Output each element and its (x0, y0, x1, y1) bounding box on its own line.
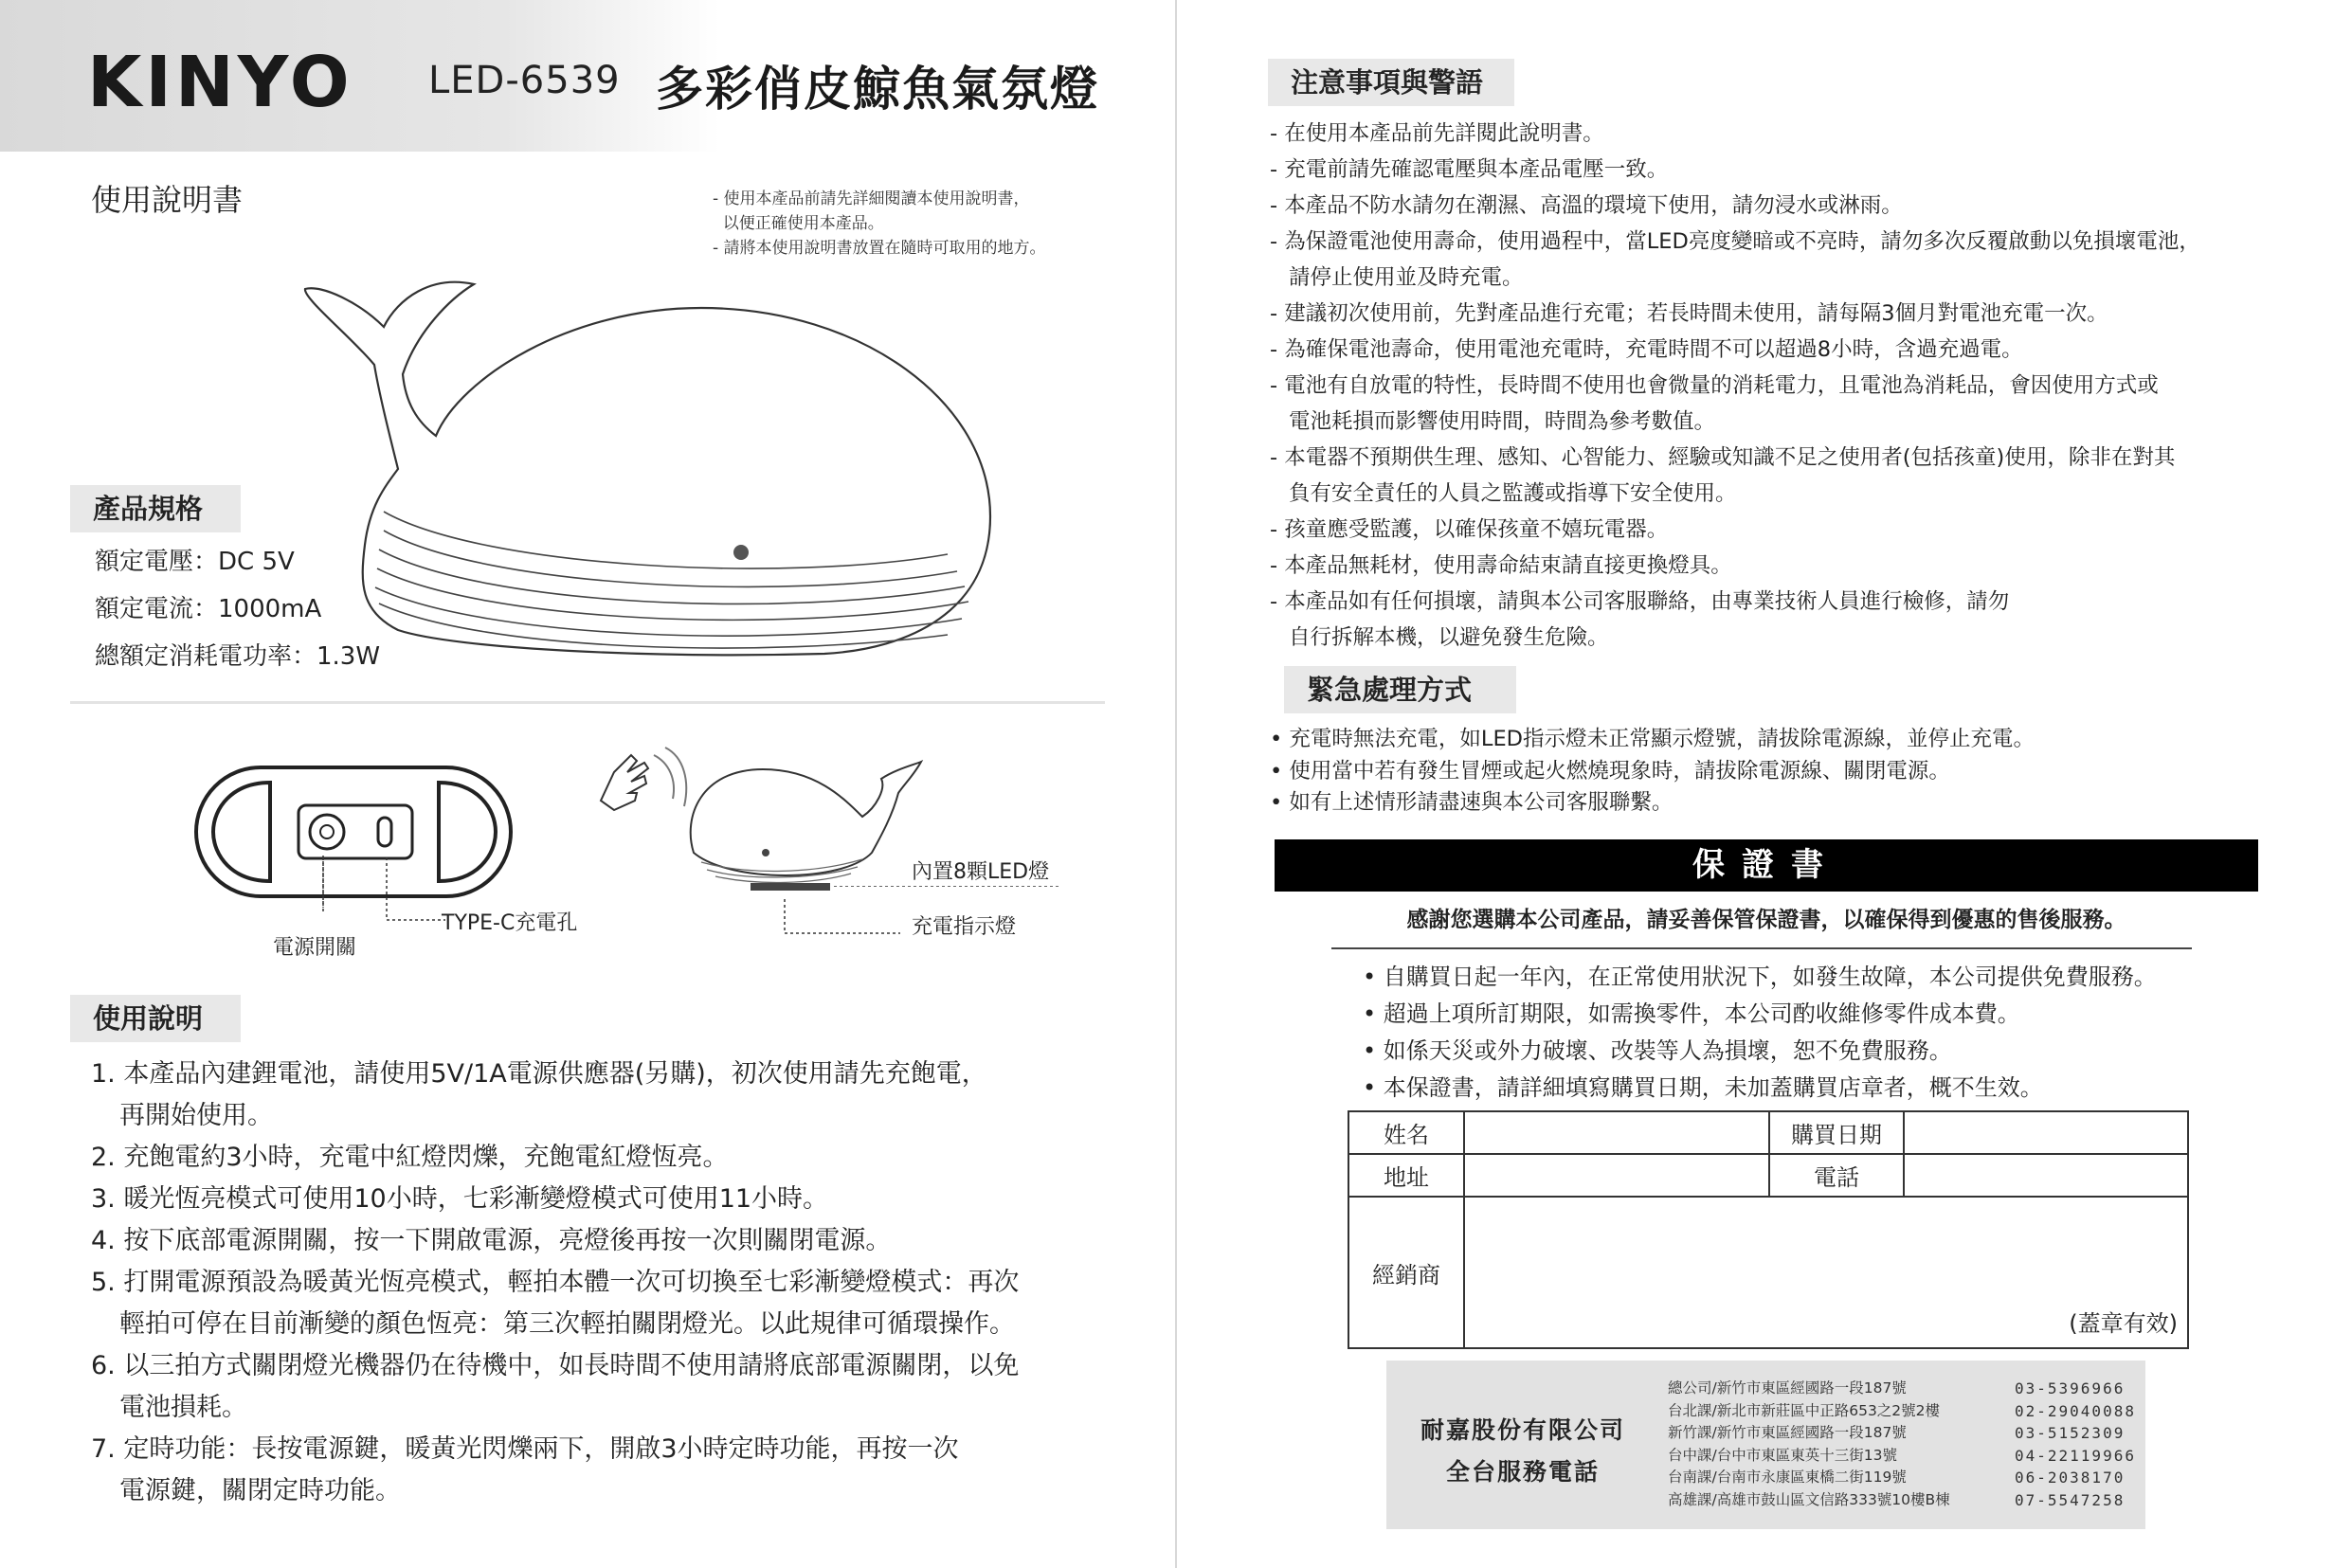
form-label-address: 地址 (1348, 1154, 1464, 1197)
guarantee-thanks: 感謝您選購本公司產品，請妥善保管保證書，以確保得到優惠的售後服務。 (1406, 908, 2126, 932)
service-branches (1668, 1378, 1950, 1511)
branch-address: 台北課/新北市新莊區中正路653之2號2樓 (1668, 1401, 1941, 1419)
manual-title: 使用說明書 (91, 182, 244, 218)
guarantee-term: • 自購買日起一年內，在正常使用狀況下，如發生故障，本公司提供免費服務。 (1363, 964, 2157, 990)
branch-phone: 03-5152309 (2015, 1424, 2126, 1442)
warnings-heading: 注意事項與警語 (1268, 59, 1514, 106)
warning-item: - 孩童應受監護，以確保孩童不嬉玩電器。 (1270, 517, 1669, 542)
warning-item: - 為確保電池壽命，使用電池充電時，充電時間不可以超過8小時，含過充過電。 (1270, 337, 2023, 362)
branch-phone: 06-2038170 (2015, 1469, 2126, 1487)
warnings-list (1270, 116, 2322, 656)
usage-item: 2. 充飽電約3小時，充電中紅燈閃爍，充飽電紅燈恆亮。 (91, 1143, 729, 1172)
branch-phone: 04-22119966 (2015, 1446, 2136, 1465)
usage-item: 1. 本產品內建鋰電池，請使用5V/1A電源供應器(另購)，初次使用請先充飽電， (91, 1059, 987, 1089)
warning-item-cont: 電池耗損而影響使用時間，時間為參考數值。 (1289, 409, 1716, 434)
label-indicator: 充電指示燈 (912, 915, 1017, 939)
whale-illustration (294, 270, 1014, 668)
warning-item: - 充電前請先確認電壓與本產品電壓一致。 (1270, 157, 1669, 182)
emergency-item: • 如有上述情形請盡速與本公司客服聯繫。 (1270, 790, 1674, 815)
emergency-item: • 使用當中若有發生冒煙或起火燃燒現象時，請拔除電源線、關閉電源。 (1270, 758, 1950, 784)
callout-lines (313, 857, 445, 924)
emergency-list (1270, 724, 2035, 820)
warning-item-cont: 負有安全責任的人員之監護或指導下安全使用。 (1289, 481, 1737, 506)
small-whale-icon (673, 741, 938, 907)
guarantee-term: • 本保證書，請詳細填寫購買日期，未加蓋購買店章者，概不生效。 (1363, 1074, 2043, 1101)
form-field-name[interactable] (1464, 1111, 1769, 1154)
model-number: LED-6539 (428, 59, 621, 102)
label-led: 內置8顆LED燈 (912, 860, 1050, 884)
form-field-purchase-date[interactable] (1904, 1111, 2188, 1154)
branch-address: 台南課/台南市永康區東橋二街119號 (1668, 1469, 1907, 1486)
warning-item: - 本電器不預期供生理、感知、心智能力、經驗或知識不足之使用者(包括孩童)使用，除非在對其 (1270, 445, 2176, 470)
hotline-label: 全台服務電話 (1445, 1458, 1600, 1486)
company-name: 耐嘉股份有限公司 (1420, 1416, 1625, 1444)
emergency-heading: 緊急處理方式 (1284, 666, 1516, 713)
warning-item: - 建議初次使用前，先對產品進行充電；若長時間未使用，請每隔3個月對電池充電一次。 (1270, 301, 2108, 326)
usage-list (91, 1054, 1114, 1512)
note-box (713, 187, 1103, 261)
usage-item: 6. 以三拍方式關閉燈光機器仍在待機中，如長時間不使用請將底部電源關閉，以免 (91, 1351, 1020, 1380)
branch-address: 總公司/新竹市東區經國路一段187號 (1668, 1379, 1907, 1397)
page-fold (1175, 0, 1177, 1568)
form-field-address[interactable] (1464, 1154, 1769, 1197)
branch-phone: 03-5396966 (2015, 1379, 2126, 1397)
usage-item-cont: 輕拍可停在目前漸變的顏色恆亮：第三次輕拍關閉燈光。以此規律可循環操作。 (119, 1309, 1015, 1339)
form-label-name: 姓名 (1348, 1111, 1464, 1154)
label-typec: TYPE-C充電孔 (442, 911, 578, 935)
usage-heading: 使用說明 (70, 995, 241, 1042)
service-phones (2015, 1378, 2136, 1511)
form-field-phone[interactable] (1904, 1154, 2188, 1197)
usage-item: 5. 打開電源預設為暖黃光恆亮模式，輕拍本體一次可切換至七彩漸變燈模式：再次 (91, 1268, 1020, 1297)
usage-item-cont: 再開始使用。 (119, 1101, 273, 1130)
warning-item-cont: 自行拆解本機，以避免發生危險。 (1289, 625, 1609, 650)
warning-item: - 本產品如有任何損壞，請與本公司客服聯絡，由專業技術人員進行檢修，請勿 (1270, 589, 2010, 614)
branch-address: 新竹課/新竹市東區經國路一段187號 (1668, 1424, 1907, 1441)
branch-address: 台中課/台中市東區東英十三街13號 (1668, 1446, 1897, 1464)
service-company (1404, 1410, 1641, 1493)
brand-logo: KINYO (87, 42, 353, 123)
usage-item: 3. 暖光恆亮模式可使用10小時，七彩漸變燈模式可使用11小時。 (91, 1184, 829, 1214)
emergency-item: • 充電時無法充電，如LED指示燈未正常顯示燈號，請拔除電源線，並停止充電。 (1270, 727, 2035, 751)
form-label-phone: 電話 (1769, 1154, 1904, 1197)
guarantee-rule (1331, 947, 2192, 949)
specs-heading: 產品規格 (70, 485, 241, 532)
warning-item: - 為保證電池使用壽命，使用過程中，當LED亮度變暗或不亮時，請勿多次反覆啟動以免損壞電池， (1270, 229, 2200, 254)
warning-item: - 在使用本產品前先詳閱此說明書。 (1270, 121, 1604, 146)
form-label-dealer: 經銷商 (1348, 1197, 1464, 1348)
branch-phone: 02-29040088 (2015, 1401, 2136, 1420)
guarantee-form (1348, 1110, 2189, 1349)
spec-current: 額定電流：1000mA (95, 595, 322, 623)
spec-power: 總額定消耗電功率：1.3W (95, 642, 381, 671)
note-line: - 請將本使用說明書放置在隨時可取用的地方。 (713, 239, 1046, 258)
label-power-switch: 電源開關 (273, 936, 357, 960)
stamp-note: (蓋章有效) (2069, 1310, 2178, 1337)
warning-item: - 本產品不防水請勿在潮濕、高溫的環境下使用，請勿浸水或淋雨。 (1270, 193, 1903, 218)
guarantee-term: • 超過上項所訂期限，如需換零件，本公司酌收維修零件成本費。 (1363, 1000, 2020, 1027)
usage-item: 4. 按下底部電源開關，按一下開啟電源，亮燈後再按一次則關閉電源。 (91, 1226, 892, 1255)
note-line: 以便正確使用本產品。 (713, 214, 884, 233)
note-line: - 使用本產品前請先詳細閱讀本使用說明書， (713, 189, 1030, 208)
branch-phone: 07-5547258 (2015, 1490, 2126, 1509)
usage-item: 7. 定時功能：長按電源鍵，暖黃光閃爍兩下，開啟3小時定時功能，再按一次 (91, 1434, 959, 1464)
branch-address: 高雄課/高雄市鼓山區文信路333號10樓B棟 (1668, 1490, 1950, 1508)
form-field-dealer[interactable] (1464, 1197, 2188, 1348)
guarantee-title: 保證書 (1275, 839, 2258, 892)
warning-item: - 本產品無耗材，使用壽命結束請直接更換燈具。 (1270, 553, 1732, 578)
product-title: 多彩俏皮鯨魚氣氛燈 (656, 62, 1099, 117)
guarantee-terms (1363, 959, 2157, 1107)
usage-item-cont: 電源鍵，關閉定時功能。 (119, 1476, 401, 1505)
warning-item: - 電池有自放電的特性，長時間不使用也會微量的消耗電力，且電池為消耗品，會因使用方式或 (1270, 373, 2159, 398)
guarantee-term: • 如係天災或外力破壞、改裝等人為損壞，恕不免費服務。 (1363, 1037, 1952, 1064)
form-label-purchase-date: 購買日期 (1769, 1111, 1904, 1154)
section-divider (70, 701, 1105, 704)
warning-item-cont: 請停止使用並及時充電。 (1289, 265, 1524, 290)
spec-voltage: 額定電壓：DC 5V (95, 548, 295, 576)
usage-item-cont: 電池損耗。 (119, 1393, 247, 1422)
